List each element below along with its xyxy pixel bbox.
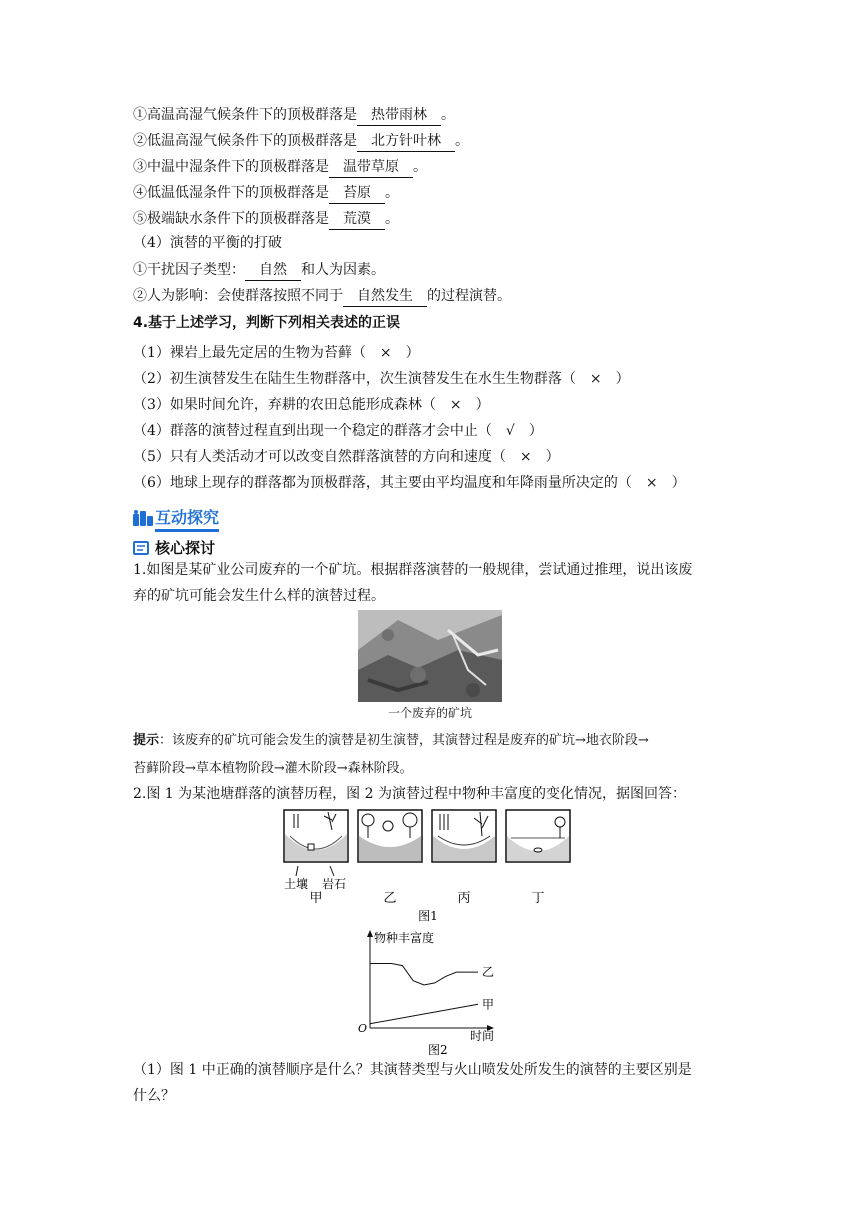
- climax-item-answer: 荒漠: [329, 209, 385, 230]
- judge-item: （2）初生演替发生在陆生生物群落中，次生演替发生在水生生物群落（ × ）: [133, 371, 630, 387]
- y-axis-label: 物种丰富度: [374, 931, 435, 945]
- balance-item-1-prefix: ①干扰因子类型：: [133, 262, 245, 278]
- panel-bing: [432, 810, 496, 862]
- climax-item-answer: 苔原: [329, 183, 385, 204]
- soil-label: 土壤: [284, 877, 309, 891]
- climax-item-prefix: ②低温高湿气候条件下的顶极群落是: [133, 133, 357, 149]
- climax-item-prefix: ③中温中湿条件下的顶极群落是: [133, 159, 329, 175]
- x-axis-label: 时间: [470, 1029, 495, 1043]
- q1-line-1: 1.如图是某矿业公司废弃的一个矿坑。根据群落演替的一般规律，尝试通过推理，说出该废: [133, 562, 693, 578]
- balance-item-2-answer: 自然发生: [343, 286, 427, 307]
- series-label-0: 乙: [482, 965, 495, 980]
- climax-item-answer: 热带雨林: [357, 105, 441, 126]
- judge-item: （1）裸岩上最先定居的生物为苔藓（ × ）: [133, 345, 420, 361]
- panel-label-yi: 乙: [383, 891, 397, 906]
- balance-item-2-suffix: 的过程演替。: [427, 288, 511, 304]
- series-label-1: 甲: [482, 997, 495, 1012]
- figure-1: [268, 806, 588, 926]
- section-badge: [133, 505, 219, 532]
- hint-label: 提示: [133, 733, 160, 748]
- q2-sub1-line-2: 什么？: [133, 1088, 175, 1104]
- hint-line-1: [133, 731, 649, 751]
- climax-item-suffix: 。: [455, 133, 469, 149]
- balance-heading: （4）演替的平衡的打破: [133, 235, 282, 251]
- climax-item-prefix: ①高温高湿气候条件下的顶极群落是: [133, 107, 357, 123]
- climax-item-suffix: 。: [385, 185, 399, 201]
- q2-intro: 2.图 1 为某池塘群落的演替历程，图 2 为演替过程中物种丰富度的变化情况，据图回答：: [133, 786, 686, 802]
- judge-heading: 4.基于上述学习，判断下列相关表述的正误: [133, 315, 401, 331]
- climax-item: [133, 157, 427, 178]
- panel-jia: [284, 810, 348, 862]
- balance-item-2: [133, 286, 511, 307]
- climax-item: [133, 105, 455, 126]
- q1-line-2: 弃的矿坑可能会发生什么样的演替过程。: [133, 588, 385, 604]
- climax-item: [133, 183, 399, 204]
- figure-1-caption: 图1: [418, 909, 438, 923]
- panel-ding: [506, 810, 570, 862]
- climax-item-answer: 北方针叶林: [357, 131, 455, 152]
- richness-chart: [358, 928, 518, 1058]
- balance-item-1-answer: 自然: [245, 260, 301, 281]
- core-subhead: [133, 537, 215, 558]
- mine-pit-photo: [358, 610, 502, 702]
- climax-item-suffix: 。: [385, 211, 399, 227]
- judge-item: （4）群落的演替过程直到出现一个稳定的群落才会中止（ √ ）: [133, 423, 543, 439]
- hint-line-2: 苔藓阶段→草本植物阶段→灌木阶段→森林阶段。: [133, 761, 413, 776]
- climax-item: [133, 209, 399, 230]
- origin-label: O: [358, 1022, 368, 1035]
- climax-item: [133, 131, 469, 152]
- rock-label: 岩石: [322, 877, 347, 891]
- section-title: 互动探究: [155, 505, 219, 532]
- series-line-0: [370, 964, 478, 986]
- climax-item-prefix: ⑤极端缺水条件下的顶极群落是: [133, 211, 329, 227]
- figure-2: [358, 928, 518, 1058]
- figure-2-caption: 图2: [428, 1043, 448, 1057]
- judge-item: （6）地球上现存的群落都为顶极群落，其主要由平均温度和年降雨量所决定的（ × ）: [133, 475, 686, 491]
- panel-label-bing: 丙: [457, 891, 471, 906]
- hint-text-1: ：该废弃的矿坑可能会发生的演替是初生演替，其演替过程是废弃的矿坑→地衣阶段→: [159, 733, 649, 748]
- judge-item: （3）如果时间允许，弃耕的农田总能形成森林（ × ）: [133, 397, 490, 413]
- balance-item-1-suffix: 和人为因素。: [301, 262, 385, 278]
- balance-item-2-prefix: ②人为影响：会使群落按照不同于: [133, 288, 343, 304]
- series-line-1: [370, 1004, 478, 1023]
- book-icon: [133, 540, 149, 556]
- judge-item: （5）只有人类活动才可以改变自然群落演替的方向和速度（ × ）: [133, 449, 560, 465]
- climax-item-suffix: 。: [441, 107, 455, 123]
- panel-label-jia: 甲: [309, 891, 323, 906]
- panel-label-ding: 丁: [531, 891, 545, 906]
- interactive-icon: [133, 510, 155, 528]
- climax-item-prefix: ④低温低湿条件下的顶极群落是: [133, 185, 329, 201]
- climax-item-answer: 温带草原: [329, 157, 413, 178]
- q2-sub1-line-1: （1）图 1 中正确的演替顺序是什么？其演替类型与火山喷发处所发生的演替的主要区别是: [133, 1062, 692, 1078]
- climax-item-suffix: 。: [413, 159, 427, 175]
- photo-caption: 一个废弃的矿坑: [387, 706, 472, 720]
- core-title: 核心探讨: [155, 539, 216, 557]
- balance-item-1: [133, 260, 385, 281]
- y-axis-arrow: [367, 930, 373, 937]
- panel-yi: [358, 810, 422, 862]
